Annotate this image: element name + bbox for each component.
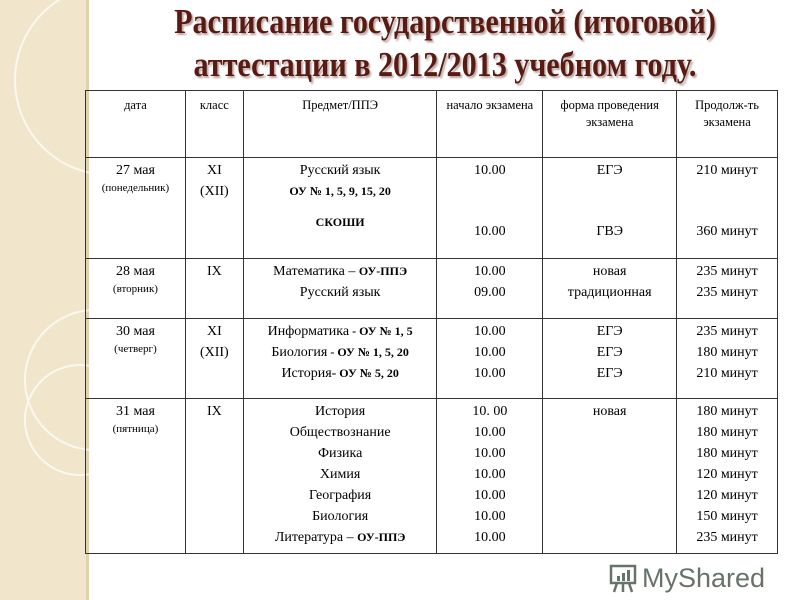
duration-cell — [677, 319, 778, 399]
page-title — [144, 0, 746, 86]
subject: Русский язык — [299, 285, 381, 300]
start-time: 10.00 — [474, 224, 506, 239]
class: IX — [185, 399, 243, 554]
subject: История- — [281, 366, 337, 381]
exam-schedule-table — [85, 90, 778, 554]
date-cell — [86, 259, 186, 319]
subject: Биология — [312, 509, 369, 524]
form-cell — [543, 319, 677, 399]
duration: 180 минут — [696, 404, 758, 419]
duration: 120 минут — [696, 467, 758, 482]
exam-form: новая — [592, 264, 627, 279]
start-time: 10.00 — [474, 530, 506, 545]
start-time: 10.00 — [474, 467, 506, 482]
header-subject: Предмет/ППЭ — [243, 91, 437, 158]
duration: 120 минут — [696, 488, 758, 503]
duration: 210 минут — [696, 163, 758, 178]
date-cell — [86, 158, 186, 259]
class: IX — [185, 259, 243, 319]
start-time: 10.00 — [474, 345, 506, 360]
weekday: (пятница) — [112, 423, 159, 435]
date: 28 мая — [115, 264, 155, 279]
exam-form: новая — [543, 399, 677, 554]
subject-cell — [243, 399, 437, 554]
duration-cell — [677, 259, 778, 319]
header-form: форма проведения экзамена — [543, 91, 677, 158]
venue: ОУ-ППЭ — [358, 264, 408, 278]
start-time: 10. 00 — [472, 404, 508, 419]
decorative-strip — [0, 0, 89, 600]
table-row — [86, 319, 778, 399]
date: 31 мая — [115, 404, 155, 419]
start-time: 10.00 — [474, 509, 506, 524]
duration: 235 минут — [696, 530, 758, 545]
form-cell — [543, 259, 677, 319]
subject-cell — [243, 319, 437, 399]
start-time: 10.00 — [474, 163, 506, 178]
start-time: 10.00 — [474, 264, 506, 279]
class-alt: (XII) — [199, 184, 229, 199]
class-cell — [185, 319, 243, 399]
table-row — [86, 259, 778, 319]
exam-form: ЕГЭ — [596, 366, 623, 381]
start-time: 10.00 — [474, 425, 506, 440]
header-start: начало экзамена — [437, 91, 543, 158]
start-cell — [437, 158, 543, 259]
subject: Русский язык — [299, 163, 381, 178]
venue: СКОШИ — [315, 215, 365, 229]
subject: История — [315, 404, 366, 419]
weekday: (понедельник) — [101, 182, 170, 194]
exam-form: традиционная — [567, 285, 652, 300]
class: XI — [206, 324, 222, 339]
duration: 235 минут — [696, 264, 758, 279]
duration: 235 минут — [696, 324, 758, 339]
start-time: 10.00 — [474, 366, 506, 381]
subject: Математика – — [273, 264, 356, 279]
subject: География — [309, 488, 372, 503]
table-row — [86, 158, 778, 259]
duration: 210 минут — [696, 366, 758, 381]
duration: 150 минут — [696, 509, 758, 524]
header-duration: Продолж-ть экзамена — [677, 91, 778, 158]
start-cell — [437, 319, 543, 399]
title-line-2: аттестации в 2012/2013 учебном году. — [193, 45, 697, 84]
presentation-board-icon — [608, 562, 638, 594]
subject: Химия — [319, 467, 361, 482]
start-time: 09.00 — [474, 285, 506, 300]
subject: Биология — [271, 345, 328, 360]
venue: - ОУ № 1, 5 — [349, 324, 413, 338]
venue: ОУ № 1, 5, 9, 15, 20 — [289, 184, 391, 198]
weekday: (четверг) — [114, 343, 157, 355]
class-cell — [185, 158, 243, 259]
subject: Литература – — [274, 530, 354, 545]
exam-form: ЕГЭ — [596, 345, 623, 360]
date-cell — [86, 319, 186, 399]
header-class: класс — [185, 91, 243, 158]
venue: - ОУ № 1, 5, 20 — [327, 345, 409, 359]
duration: 360 минут — [696, 224, 758, 239]
table-row — [86, 399, 778, 554]
header-row — [86, 91, 778, 158]
start-cell — [437, 399, 543, 554]
start-time: 10.00 — [474, 488, 506, 503]
header-date: дата — [86, 91, 186, 158]
title-line-1: Расписание государственной (итоговой) — [174, 2, 716, 41]
date-cell — [86, 399, 186, 554]
subject-cell — [243, 158, 437, 259]
venue: ОУ № 5, 20 — [336, 366, 399, 380]
class: XI — [206, 163, 222, 178]
exam-form: ЕГЭ — [596, 163, 623, 178]
weekday: (вторник) — [112, 283, 158, 295]
subject-cell — [243, 259, 437, 319]
start-cell — [437, 259, 543, 319]
subject: Обществознание — [289, 425, 391, 440]
watermark — [608, 562, 765, 594]
form-cell — [543, 158, 677, 259]
subject: Информатика — [267, 324, 350, 339]
start-time: 10.00 — [474, 324, 506, 339]
duration-cell — [677, 399, 778, 554]
class-alt: (XII) — [199, 345, 229, 360]
date: 30 мая — [115, 324, 155, 339]
date: 27 мая — [115, 163, 155, 178]
watermark-text: MyShared — [642, 563, 766, 593]
exam-form: ЕГЭ — [596, 324, 623, 339]
subject: Физика — [317, 446, 363, 461]
duration-cell — [677, 158, 778, 259]
exam-form: ГВЭ — [596, 224, 624, 239]
venue: ОУ-ППЭ — [357, 530, 406, 544]
start-time: 10.00 — [474, 446, 506, 461]
duration: 235 минут — [696, 285, 758, 300]
duration: 180 минут — [696, 345, 758, 360]
duration: 180 минут — [696, 425, 758, 440]
duration: 180 минут — [696, 446, 758, 461]
